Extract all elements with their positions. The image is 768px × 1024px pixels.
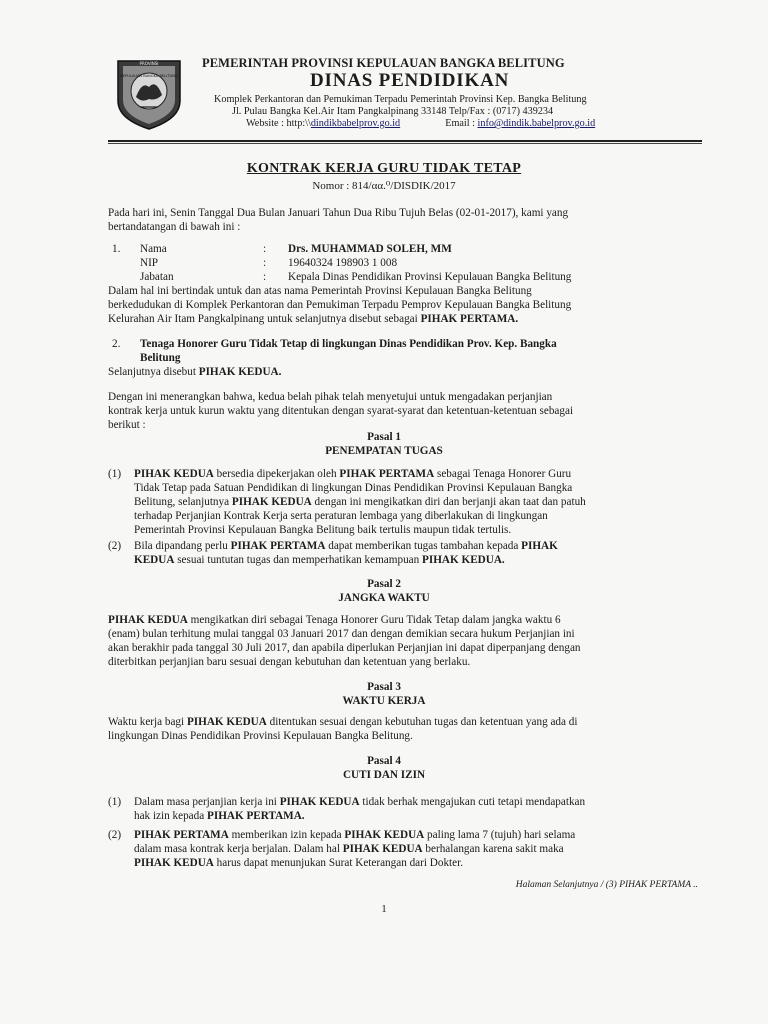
party1-name: Drs. MUHAMMAD SOLEH, MM bbox=[288, 243, 452, 255]
bold-pihak-pertama: PIHAK PERTAMA bbox=[134, 829, 229, 841]
party2-line-3-bold: PIHAK KEDUA. bbox=[198, 366, 282, 378]
text-span: Dalam masa perjanjian kerja ini bbox=[134, 796, 280, 808]
text-span: dalam masa kontrak kerja berjalan. Dalam hal bbox=[134, 843, 343, 855]
page-number: 1 bbox=[381, 903, 387, 915]
letterhead-contact bbox=[246, 118, 595, 130]
party2-line-1: Tenaga Honorer Guru Tidak Tetap di lingkungan Dinas Pendidikan Prov. Kep. Bangka bbox=[140, 338, 557, 350]
text-span: Bila dipandang perlu bbox=[134, 540, 231, 552]
province-logo-icon bbox=[112, 57, 186, 131]
pasal1-title: PENEMPATAN TUGAS bbox=[325, 445, 443, 457]
pasal3-line-2: lingkungan Dinas Pendidikan Provinsi Kepulauan Bangka Belitung. bbox=[108, 730, 413, 742]
pasal3-title: WAKTU KERJA bbox=[342, 695, 426, 707]
party1-desc-3-bold: PIHAK PERTAMA. bbox=[420, 313, 519, 325]
document-title: KONTRAK KERJA GURU TIDAK TETAP bbox=[246, 161, 522, 176]
letterhead-address-2: Jl. Pulau Bangka Kel.Air Itam Pangkalpinang 33148 Telp/Fax : (0717) 439234 bbox=[232, 106, 554, 117]
party1-colon-3: : bbox=[263, 271, 267, 283]
party1-nip: 19640324 198903 1 008 bbox=[288, 257, 398, 269]
pasal1-item2-number: (2) bbox=[108, 540, 122, 552]
party1-desc-3-text: Kelurahan Air Itam Pangkalpinang untuk selanjutnya disebut sebagai bbox=[108, 313, 418, 325]
text-span: dengan ini mengikatkan diri dan berjanji akan taat dan patuh bbox=[311, 496, 586, 508]
email-label: Email : bbox=[445, 118, 475, 129]
letterhead-address-1: Komplek Perkantoran dan Pemukiman Terpadu Pemerintah Provinsi Kep. Bangka Belitung bbox=[214, 94, 587, 105]
agreement-line-3: berikut : bbox=[108, 419, 146, 431]
logo-top-text: PROVINSI bbox=[139, 61, 159, 67]
text-span: sesuai tuntutan tugas dan memperhatikan kemampuan bbox=[174, 554, 423, 566]
pasal1-item1-line-1 bbox=[134, 468, 571, 482]
party2-line-3-text: Selanjutnya disebut bbox=[108, 366, 196, 378]
bold-pihak-kedua: PIHAK KEDUA bbox=[134, 857, 214, 869]
bold-pihak-kedua: PIHAK KEDUA bbox=[279, 796, 360, 808]
bold-pihak: PIHAK bbox=[521, 540, 558, 552]
pasal4-item2-line-3 bbox=[134, 857, 463, 871]
pasal1-item1-line-3 bbox=[134, 496, 586, 510]
text-span: dapat memberikan tugas tambahan kepada bbox=[325, 540, 522, 552]
pasal3-heading: Pasal 3 bbox=[367, 681, 401, 693]
pasal2-heading: Pasal 2 bbox=[367, 578, 401, 590]
party2-line-3 bbox=[108, 366, 281, 380]
logo-text: KEPULAUAN BANGKA BELITUNG bbox=[120, 74, 178, 78]
pasal1-item1-line-4: terhadap Perjanjian Kontrak Kerja serta peraturan lembaga yang diberlakukan di lingkungan bbox=[134, 510, 548, 522]
text-span: mengikatkan diri sebagai Tenaga Honorer Guru Tidak Tetap dalam jangka waktu 6 bbox=[187, 614, 561, 626]
letterhead-divider bbox=[108, 140, 702, 142]
text-span: berhalangan karena sakit maka bbox=[422, 843, 564, 855]
pasal1-item2-line-2 bbox=[134, 554, 505, 568]
bold-pihak-kedua: PIHAK KEDUA bbox=[134, 468, 214, 480]
next-page-note: Halaman Selanjutnya / (3) PIHAK PERTAMA .. bbox=[515, 880, 698, 890]
pasal3-line-1 bbox=[108, 716, 577, 730]
party2-line-2: Belitung bbox=[140, 352, 181, 364]
bold-pihak-pertama: PIHAK PERTAMA. bbox=[207, 810, 305, 822]
bold-pihak-kedua: PIHAK KEDUA bbox=[231, 496, 312, 508]
party1-colon-2: : bbox=[263, 257, 267, 269]
party1-jabatan: Kepala Dinas Pendidikan Provinsi Kepulauan Bangka Belitung bbox=[288, 271, 572, 283]
email-link[interactable]: info@dindik.babelprov.go.id bbox=[477, 118, 596, 129]
pasal1-item1-number: (1) bbox=[108, 468, 122, 480]
party1-desc-1: Dalam hal ini bertindak untuk dan atas nama Pemerintah Provinsi Kepulauan Bangka Belitung bbox=[108, 285, 532, 297]
pasal4-item1-line-1 bbox=[134, 796, 585, 810]
text-span: tidak berhak mengajukan cuti tetapi mendapatkan bbox=[359, 796, 586, 808]
pasal4-item2-line-2 bbox=[134, 843, 564, 857]
pasal2-line-3: akan berakhir pada tanggal 30 Juli 2017, dan apabila diperlukan Perjanjian ini dapat diperpanjang dengan bbox=[108, 642, 581, 654]
bold-pihak-kedua: PIHAK KEDUA bbox=[344, 829, 425, 841]
intro-line-1: Pada hari ini, Senin Tanggal Dua Bulan Januari Tahun Dua Ribu Tujuh Belas (02-01-2017), kami yang bbox=[108, 207, 569, 219]
website-link[interactable]: dindikbabelprov.go.id bbox=[310, 118, 401, 129]
text-span: ditentukan sesuai dengan kebutuhan tugas dan ketentuan yang ada di bbox=[266, 716, 578, 728]
pasal1-heading: Pasal 1 bbox=[367, 431, 401, 443]
pasal4-item2-number: (2) bbox=[108, 829, 122, 841]
party1-desc-2: berkedudukan di Komplek Perkantoran dan Pemukiman Terpadu Pemprov Kepulauan Bangka Belitung bbox=[108, 299, 572, 311]
bold-kedua: KEDUA bbox=[134, 554, 175, 566]
website-label: Website : http:\\ bbox=[246, 118, 311, 129]
bold-pihak-kedua: PIHAK KEDUA bbox=[108, 614, 188, 626]
party1-number: 1. bbox=[112, 243, 121, 255]
pasal4-item1-line-2 bbox=[134, 810, 305, 824]
pasal2-line-2: (enam) bulan terhitung mulai tanggal 03 Januari 2017 dan dengan demikian secara hukum Perjanjian ini bbox=[108, 628, 575, 640]
pasal4-item1-number: (1) bbox=[108, 796, 122, 808]
party2-number: 2. bbox=[112, 338, 121, 350]
bold-pihak-kedua: PIHAK KEDUA bbox=[186, 716, 267, 728]
pasal2-line-4: diterbitkan perjanjian baru sesuai dengan kebutuhan dan ketentuan yang berlaku. bbox=[108, 656, 471, 668]
text-span: bersedia dipekerjakan oleh bbox=[213, 468, 340, 480]
letterhead-divider-thin bbox=[108, 143, 702, 144]
intro-line-2: bertandatangan di bawah ini : bbox=[108, 221, 241, 233]
pasal1-item1-line-5: Pemerintah Provinsi Kepulauan Bangka Belitung baik tertulis maupun tidak tertulis. bbox=[134, 524, 512, 536]
letterhead-government: PEMERINTAH PROVINSI KEPULAUAN BANGKA BELITUNG bbox=[202, 56, 565, 70]
pasal2-line-1 bbox=[108, 614, 561, 628]
bold-pihak-pertama: PIHAK PERTAMA bbox=[339, 468, 435, 480]
bold-pihak-kedua: PIHAK KEDUA. bbox=[422, 554, 505, 566]
pasal4-heading: Pasal 4 bbox=[367, 755, 401, 767]
party1-colon-1: : bbox=[263, 243, 267, 255]
pasal2-title: JANGKA WAKTU bbox=[338, 592, 430, 604]
bold-pihak-kedua: PIHAK KEDUA bbox=[342, 843, 423, 855]
bold-pihak-pertama: PIHAK PERTAMA bbox=[230, 540, 326, 552]
text-span: harus dapat menunjukan Surat Keterangan dari Dokter. bbox=[213, 857, 464, 869]
text-span: Belitung, selanjutnya bbox=[134, 496, 232, 508]
pasal1-item2-line-1 bbox=[134, 540, 558, 554]
text-span: sebagai Tenaga Honorer Guru bbox=[434, 468, 572, 480]
text-span: memberikan izin kepada bbox=[228, 829, 345, 841]
agreement-line-1: Dengan ini menerangkan bahwa, kedua belah pihak telah menyetujui untuk mengadakan perjanjian bbox=[108, 391, 553, 403]
party1-name-label: Nama bbox=[140, 243, 167, 255]
text-span: Waktu kerja bagi bbox=[108, 716, 187, 728]
pasal1-item1-line-2: Tidak Tetap pada Satuan Pendidikan di lingkungan Dinas Pendidikan Provinsi Kepulauan Bangka bbox=[134, 482, 573, 494]
text-span: hak izin kepada bbox=[134, 810, 207, 822]
agreement-line-2: kontrak kerja untuk kurun waktu yang ditentukan dengan syarat-syarat dan ketentuan-ketentuan sebagai bbox=[108, 405, 574, 417]
pasal4-title: CUTI DAN IZIN bbox=[342, 769, 426, 781]
letterhead-dinas: DINAS PENDIDIKAN bbox=[310, 70, 510, 91]
party1-nip-label: NIP bbox=[140, 257, 159, 269]
pasal4-item2-line-1 bbox=[134, 829, 575, 843]
text-span: paling lama 7 (tujuh) hari selama bbox=[424, 829, 576, 841]
party1-jabatan-label: Jabatan bbox=[140, 271, 174, 283]
party1-desc-3 bbox=[108, 313, 518, 327]
document-number: Nomor : 814/αα.⁰/DISDIK/2017 bbox=[312, 180, 456, 192]
